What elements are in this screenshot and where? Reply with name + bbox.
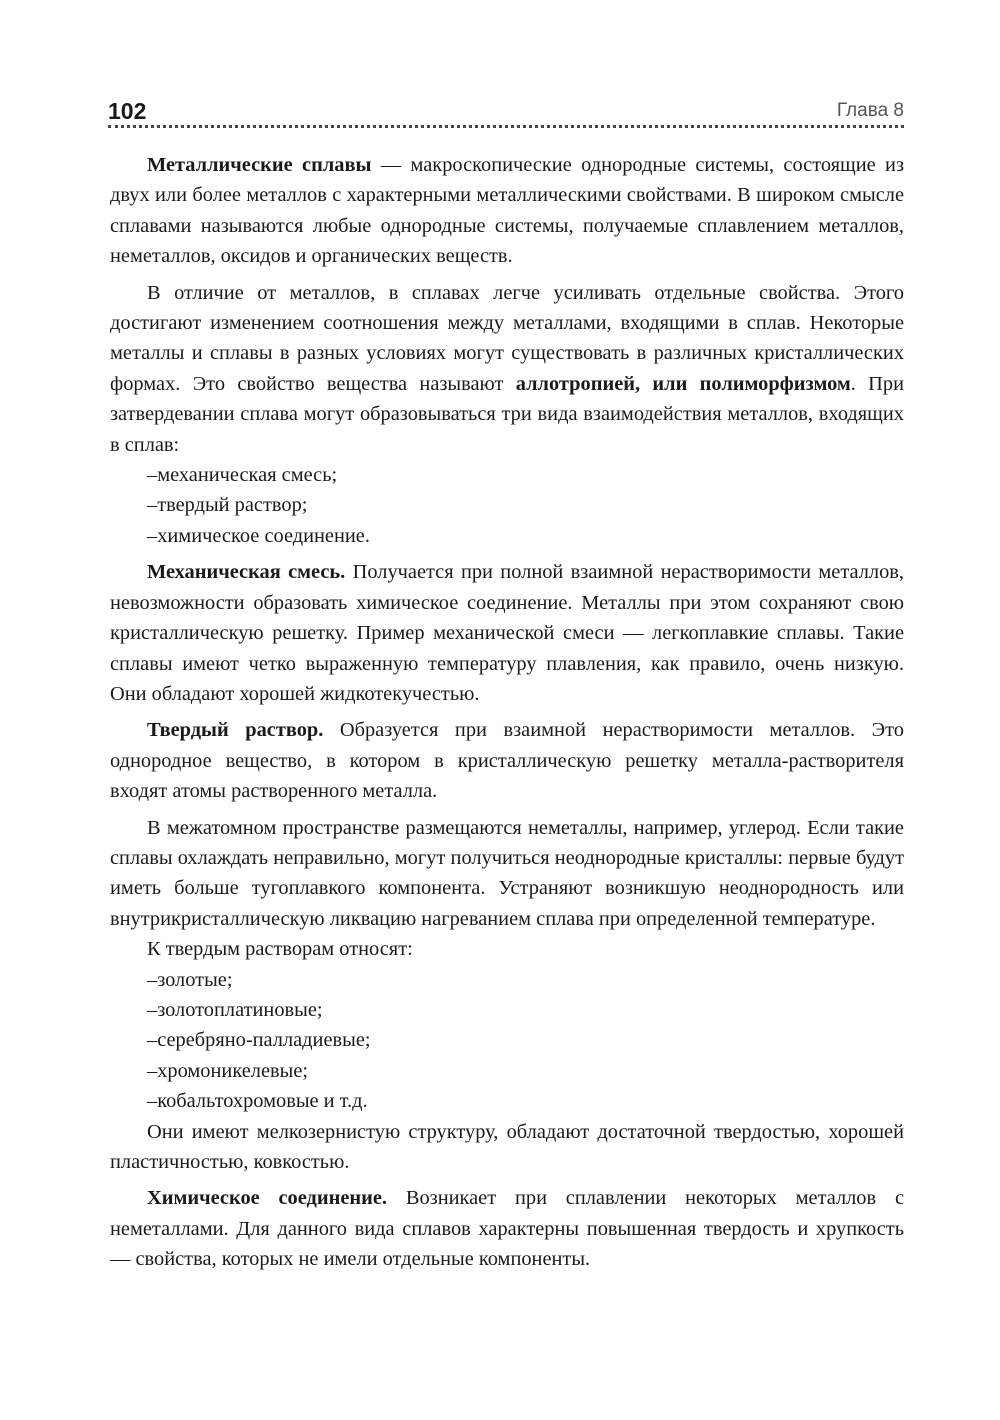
term-metal-alloys: Металлические сплавы (147, 154, 372, 176)
page-header (108, 97, 904, 131)
header-dotted-rule (108, 125, 904, 128)
paragraph-text: — макроскопические однородные системы, состоящие из двух или более металлов с характерными металлическими свойствами. В широком смысле сплавами называются любые однородные системы, получаемые сплавлением металлов, неметаллов, оксидов и органических веществ. (110, 154, 905, 268)
paragraph-metal-alloys (110, 150, 904, 272)
chapter-label: Глава 8 (836, 100, 904, 121)
paragraph-solid-solutions-intro (110, 934, 904, 964)
list-item: –химическое соединение. (147, 524, 370, 547)
paragraph-text: Возникает при сплавлении некоторых металлов с неметаллами. Для данного вида сплавов характерны повышенная твердость и хрупкость — свойства, которых не имели отдельные компоненты. (110, 1187, 905, 1271)
paragraph-allotropy (110, 278, 904, 460)
paragraph-text: В отличие от металлов, в сплавах легче усиливать отдельные свойства. Этого достигают изменением соотношения между металлами, входящими в сплав. Некоторые металлы и сплавы в разных условиях могут существовать в различных кристаллических формах. Это свойство вещества называют (110, 281, 904, 395)
term-chemical-compound: Химическое соединение. (147, 1187, 388, 1210)
paragraph-text: В межатомном пространстве размещаются неметаллы, например, углерод. Если такие сплавы охлаждать неправильно, могут получиться неоднородные кристаллы: первые будут иметь больше тугоплавкого компонента. Устраняют возникшую неоднородность или внутрикристаллическую ликвацию нагреванием сплава при определенной температуре. (110, 816, 904, 930)
paragraph-text: Образуется при взаимной нерастворимости металлов. Это однородное вещество, в котором в кристаллическую решетку металла-растворителя входят атомы растворенного металла. (110, 719, 904, 803)
page-number: 102 (108, 98, 147, 124)
list-item: –золотые; (147, 968, 233, 991)
term-allotropy: аллотропией, или полиморфизмом (515, 372, 851, 395)
paragraph-solid-solution (110, 715, 904, 806)
paragraph-text: Они имеют мелкозернистую структуру, обладают достаточной твердостью, хорошей пластичностью, ковкостью. (110, 1120, 904, 1173)
paragraph-text: К твердым растворам относят: (147, 938, 413, 961)
paragraph-structure (110, 1117, 904, 1178)
list-item: –твердый раствор; (147, 494, 308, 517)
page-body (110, 150, 904, 1275)
list-item: –механическая смесь; (147, 464, 338, 487)
paragraph-chemical-compound (110, 1183, 904, 1274)
paragraph-text: Получается при полной взаимной нерастворимости металлов, невозможности образовать химическое соединение. Металлы при этом сохраняют свою кристаллическую решетку. Пример механической смеси — легкоплавкие сплавы. Такие сплавы имеют четко выраженную температуру плавления, как правило, очень низкую. Они обладают хорошей жидкотекучестью. (110, 561, 904, 705)
list-item: –серебряно-палладиевые; (147, 1029, 371, 1052)
list-item: –хромоникелевые; (147, 1059, 309, 1082)
paragraph-mechanical-mixture (110, 557, 904, 709)
term-mechanical-mixture: Механическая смесь. (147, 561, 346, 584)
term-solid-solution: Твердый раствор. (147, 719, 324, 742)
paragraph-interatomic-space (110, 813, 904, 935)
list-item: –кобальтохромовые и т.д. (147, 1090, 368, 1113)
list-item: –золотоплатиновые; (147, 998, 323, 1021)
paragraph-text: . При затвердевании сплава могут образовываться три вида взаимодействия металлов, входящих в сплав: (110, 372, 905, 456)
